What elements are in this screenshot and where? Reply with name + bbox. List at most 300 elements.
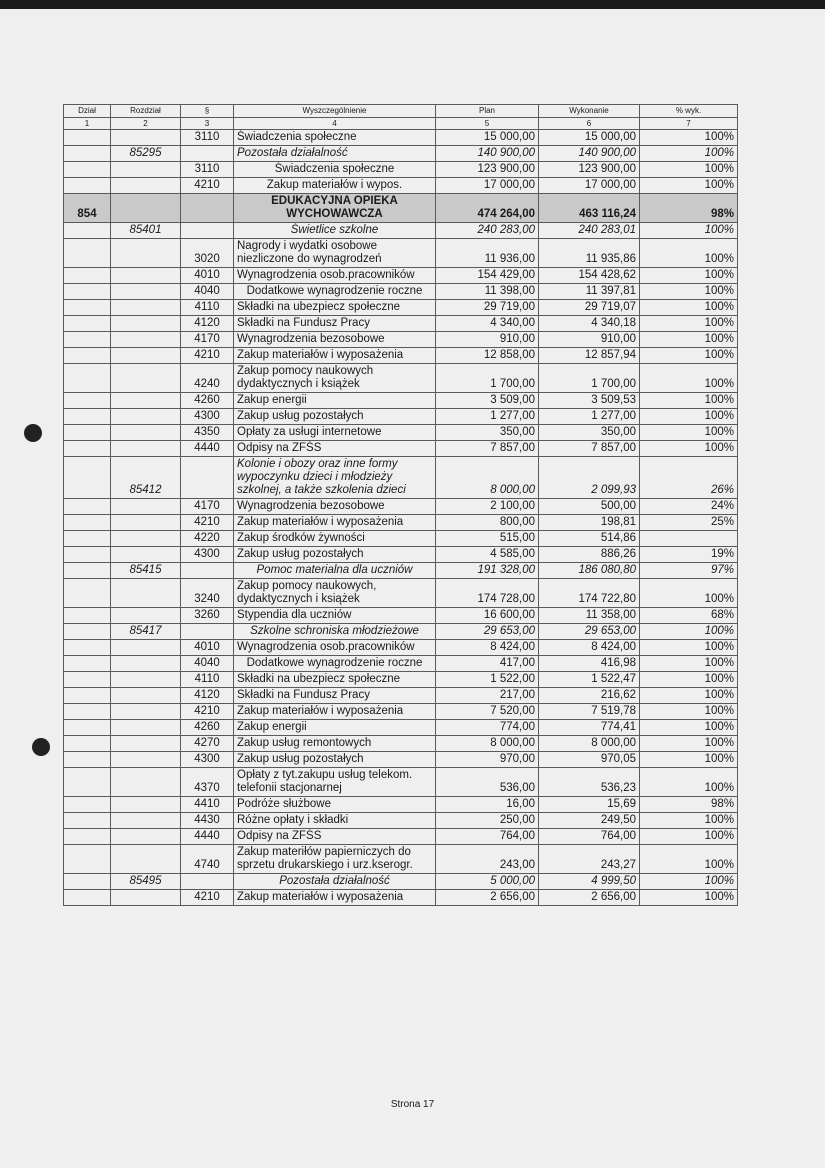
col-rozdzial: Rozdział <box>111 105 181 118</box>
description-cell: Świadczenia społeczne <box>234 162 436 178</box>
percent-value: 26% <box>640 457 738 499</box>
paragraf-cell: 4110 <box>181 672 234 688</box>
paragraf-cell <box>181 874 234 890</box>
percent-value: 68% <box>640 608 738 624</box>
plan-value: 970,00 <box>436 752 539 768</box>
table-row <box>64 845 738 874</box>
percent-value: 100% <box>640 223 738 239</box>
plan-value: 1 277,00 <box>436 409 539 425</box>
dzial-cell <box>64 284 111 300</box>
wykonanie-value: 2 099,93 <box>539 457 640 499</box>
plan-value: 243,00 <box>436 845 539 874</box>
wykonanie-value: 514,86 <box>539 531 640 547</box>
rozdzial-cell <box>111 393 181 409</box>
wykonanie-value: 240 283,01 <box>539 223 640 239</box>
plan-value: 5 000,00 <box>436 874 539 890</box>
percent-value: 100% <box>640 640 738 656</box>
table-row <box>64 547 738 563</box>
dzial-cell <box>64 393 111 409</box>
rozdzial-cell <box>111 688 181 704</box>
percent-value: 100% <box>640 768 738 797</box>
percent-value: 100% <box>640 146 738 162</box>
table-row <box>64 688 738 704</box>
wykonanie-value: 198,81 <box>539 515 640 531</box>
description-cell: Zakup materiłów papierniczych do sprzetu drukarskiego i urz.kserogr. <box>234 845 436 874</box>
plan-value: 240 283,00 <box>436 223 539 239</box>
percent-value: 100% <box>640 704 738 720</box>
rozdzial-cell <box>111 178 181 194</box>
plan-value: 515,00 <box>436 531 539 547</box>
rozdzial-cell: 85495 <box>111 874 181 890</box>
plan-value: 29 653,00 <box>436 624 539 640</box>
wykonanie-value: 29 719,07 <box>539 300 640 316</box>
dzial-cell <box>64 300 111 316</box>
paragraf-cell: 3110 <box>181 130 234 146</box>
col-number: 7 <box>640 118 738 130</box>
table-row <box>64 579 738 608</box>
table-row <box>64 656 738 672</box>
dzial-cell <box>64 146 111 162</box>
wykonanie-value: 500,00 <box>539 499 640 515</box>
plan-value: 15 000,00 <box>436 130 539 146</box>
description-cell: Składki na Fundusz Pracy <box>234 316 436 332</box>
description-cell: Zakup energii <box>234 393 436 409</box>
percent-value: 100% <box>640 130 738 146</box>
section-row <box>64 874 738 890</box>
dzial-cell <box>64 425 111 441</box>
section-row <box>64 457 738 499</box>
description-cell: Pozostała działalność <box>234 146 436 162</box>
wykonanie-value: 764,00 <box>539 829 640 845</box>
plan-value: 536,00 <box>436 768 539 797</box>
rozdzial-cell <box>111 515 181 531</box>
section-row <box>64 146 738 162</box>
percent-value: 100% <box>640 409 738 425</box>
plan-value: 191 328,00 <box>436 563 539 579</box>
paragraf-cell: 3110 <box>181 162 234 178</box>
rozdzial-cell: 85417 <box>111 624 181 640</box>
budget-page <box>63 104 737 906</box>
table-row <box>64 704 738 720</box>
plan-value: 17 000,00 <box>436 178 539 194</box>
dzial-cell <box>64 457 111 499</box>
col-description: Wyszczególnienie <box>234 105 436 118</box>
description-cell: Zakup środków żywności <box>234 531 436 547</box>
description-cell: Dodatkowe wynagrodzenie roczne <box>234 656 436 672</box>
wykonanie-value: 416,98 <box>539 656 640 672</box>
wykonanie-value: 1 277,00 <box>539 409 640 425</box>
rozdzial-cell <box>111 547 181 563</box>
col-number: 4 <box>234 118 436 130</box>
dzial-cell <box>64 656 111 672</box>
dzial-cell <box>64 845 111 874</box>
description-cell: Stypendia dla uczniów <box>234 608 436 624</box>
percent-value: 100% <box>640 316 738 332</box>
description-cell: Zakup materiałów i wypos. <box>234 178 436 194</box>
dzial-cell <box>64 409 111 425</box>
plan-value: 350,00 <box>436 425 539 441</box>
percent-value: 100% <box>640 624 738 640</box>
plan-value: 7 857,00 <box>436 441 539 457</box>
description-cell: Różne opłaty i składki <box>234 813 436 829</box>
rozdzial-cell <box>111 284 181 300</box>
paragraf-cell: 4210 <box>181 515 234 531</box>
table-row <box>64 813 738 829</box>
paragraf-cell <box>181 457 234 499</box>
col-percent: % wyk. <box>640 105 738 118</box>
paragraf-cell: 4300 <box>181 752 234 768</box>
plan-value: 3 509,00 <box>436 393 539 409</box>
plan-value: 154 429,00 <box>436 268 539 284</box>
description-cell: Kolonie i obozy oraz inne formy wypoczynku dzieci i młodzieży szkolnej, a także szkolenia dzieci <box>234 457 436 499</box>
wykonanie-value: 140 900,00 <box>539 146 640 162</box>
rozdzial-cell <box>111 348 181 364</box>
plan-value: 29 719,00 <box>436 300 539 316</box>
wykonanie-value: 970,05 <box>539 752 640 768</box>
plan-value: 123 900,00 <box>436 162 539 178</box>
description-cell: EDUKACYJNA OPIEKA WYCHOWAWCZA <box>234 194 436 223</box>
paragraf-cell <box>181 563 234 579</box>
plan-value: 250,00 <box>436 813 539 829</box>
rozdzial-cell <box>111 239 181 268</box>
col-paragraf: § <box>181 105 234 118</box>
dzial-cell <box>64 813 111 829</box>
table-row <box>64 608 738 624</box>
wykonanie-value: 8 000,00 <box>539 736 640 752</box>
wykonanie-value: 4 999,50 <box>539 874 640 890</box>
percent-value: 97% <box>640 563 738 579</box>
rozdzial-cell <box>111 316 181 332</box>
table-row <box>64 332 738 348</box>
paragraf-cell: 4040 <box>181 284 234 300</box>
rozdzial-cell <box>111 797 181 813</box>
wykonanie-value: 123 900,00 <box>539 162 640 178</box>
wykonanie-value: 216,62 <box>539 688 640 704</box>
table-row <box>64 829 738 845</box>
col-plan: Plan <box>436 105 539 118</box>
table-row <box>64 300 738 316</box>
col-number: 5 <box>436 118 539 130</box>
section-row <box>64 624 738 640</box>
rozdzial-cell <box>111 720 181 736</box>
wykonanie-value: 4 340,18 <box>539 316 640 332</box>
plan-value: 140 900,00 <box>436 146 539 162</box>
scan-top-edge <box>0 0 825 9</box>
dzial-cell <box>64 130 111 146</box>
table-row <box>64 672 738 688</box>
wykonanie-value: 886,26 <box>539 547 640 563</box>
col-number: 3 <box>181 118 234 130</box>
dzial-cell <box>64 640 111 656</box>
rozdzial-cell: 85401 <box>111 223 181 239</box>
table-row <box>64 316 738 332</box>
description-cell: Składki na ubezpiecz społeczne <box>234 672 436 688</box>
table-row <box>64 284 738 300</box>
table-row <box>64 890 738 906</box>
paragraf-cell: 4210 <box>181 178 234 194</box>
dzial-cell <box>64 268 111 284</box>
paragraf-cell: 3020 <box>181 239 234 268</box>
paragraf-cell: 4270 <box>181 736 234 752</box>
rozdzial-cell <box>111 608 181 624</box>
wykonanie-value: 910,00 <box>539 332 640 348</box>
percent-value: 100% <box>640 890 738 906</box>
plan-value: 417,00 <box>436 656 539 672</box>
rozdzial-cell <box>111 130 181 146</box>
percent-value: 100% <box>640 656 738 672</box>
percent-value: 100% <box>640 348 738 364</box>
dzial-cell: 854 <box>64 194 111 223</box>
table-row <box>64 515 738 531</box>
percent-value: 100% <box>640 162 738 178</box>
plan-value: 4 340,00 <box>436 316 539 332</box>
plan-value: 2 100,00 <box>436 499 539 515</box>
punch-hole <box>24 424 42 442</box>
rozdzial-cell <box>111 425 181 441</box>
paragraf-cell: 4410 <box>181 797 234 813</box>
wykonanie-value: 1 700,00 <box>539 364 640 393</box>
paragraf-cell: 4220 <box>181 531 234 547</box>
description-cell: Dodatkowe wynagrodzenie roczne <box>234 284 436 300</box>
dzial-cell <box>64 332 111 348</box>
department-row <box>64 194 738 223</box>
paragraf-cell: 4300 <box>181 547 234 563</box>
table-row <box>64 162 738 178</box>
table-row <box>64 768 738 797</box>
plan-value: 764,00 <box>436 829 539 845</box>
dzial-cell <box>64 688 111 704</box>
col-dzial: Dział <box>64 105 111 118</box>
description-cell: Wynagrodzenia osob.pracowników <box>234 640 436 656</box>
dzial-cell <box>64 223 111 239</box>
dzial-cell <box>64 672 111 688</box>
wykonanie-value: 11 935,86 <box>539 239 640 268</box>
wykonanie-value: 536,23 <box>539 768 640 797</box>
percent-value: 24% <box>640 499 738 515</box>
percent-value: 25% <box>640 515 738 531</box>
paragraf-cell <box>181 194 234 223</box>
plan-value: 774,00 <box>436 720 539 736</box>
percent-value: 100% <box>640 845 738 874</box>
description-cell: Nagrody i wydatki osobowe niezliczone do wynagrodzeń <box>234 239 436 268</box>
percent-value: 100% <box>640 239 738 268</box>
plan-value: 1 522,00 <box>436 672 539 688</box>
plan-value: 474 264,00 <box>436 194 539 223</box>
paragraf-cell <box>181 223 234 239</box>
rozdzial-cell <box>111 813 181 829</box>
paragraf-cell: 4430 <box>181 813 234 829</box>
percent-value: 100% <box>640 720 738 736</box>
dzial-cell <box>64 515 111 531</box>
plan-value: 11 398,00 <box>436 284 539 300</box>
table-row <box>64 348 738 364</box>
wykonanie-value: 7 857,00 <box>539 441 640 457</box>
dzial-cell <box>64 563 111 579</box>
section-row <box>64 563 738 579</box>
percent-value: 98% <box>640 797 738 813</box>
dzial-cell <box>64 441 111 457</box>
column-number-row <box>64 118 738 130</box>
percent-value: 98% <box>640 194 738 223</box>
plan-value: 11 936,00 <box>436 239 539 268</box>
percent-value: 100% <box>640 178 738 194</box>
table-row <box>64 499 738 515</box>
rozdzial-cell <box>111 845 181 874</box>
rozdzial-cell <box>111 194 181 223</box>
rozdzial-cell: 85295 <box>111 146 181 162</box>
dzial-cell <box>64 752 111 768</box>
table-row <box>64 531 738 547</box>
table-row <box>64 640 738 656</box>
table-row <box>64 409 738 425</box>
percent-value: 100% <box>640 752 738 768</box>
description-cell: Podróże służbowe <box>234 797 436 813</box>
paragraf-cell: 4440 <box>181 829 234 845</box>
wykonanie-value: 186 080,80 <box>539 563 640 579</box>
rozdzial-cell <box>111 829 181 845</box>
paragraf-cell: 4440 <box>181 441 234 457</box>
description-cell: Składki na Fundusz Pracy <box>234 688 436 704</box>
wykonanie-value: 774,41 <box>539 720 640 736</box>
col-number: 2 <box>111 118 181 130</box>
dzial-cell <box>64 531 111 547</box>
wykonanie-value: 29 653,00 <box>539 624 640 640</box>
percent-value: 100% <box>640 874 738 890</box>
percent-value: 100% <box>640 579 738 608</box>
percent-value: 100% <box>640 688 738 704</box>
col-number: 1 <box>64 118 111 130</box>
wykonanie-value: 3 509,53 <box>539 393 640 409</box>
rozdzial-cell <box>111 890 181 906</box>
dzial-cell <box>64 624 111 640</box>
description-cell: Odpisy na ZFŚS <box>234 441 436 457</box>
percent-value: 100% <box>640 425 738 441</box>
col-number: 6 <box>539 118 640 130</box>
dzial-cell <box>64 348 111 364</box>
paragraf-cell: 4170 <box>181 499 234 515</box>
rozdzial-cell <box>111 499 181 515</box>
wykonanie-value: 11 358,00 <box>539 608 640 624</box>
wykonanie-value: 17 000,00 <box>539 178 640 194</box>
wykonanie-value: 15,69 <box>539 797 640 813</box>
percent-value: 100% <box>640 332 738 348</box>
description-cell: Świetlice szkolne <box>234 223 436 239</box>
plan-value: 8 000,00 <box>436 736 539 752</box>
table-row <box>64 736 738 752</box>
dzial-cell <box>64 874 111 890</box>
plan-value: 174 728,00 <box>436 579 539 608</box>
paragraf-cell: 4210 <box>181 704 234 720</box>
rozdzial-cell <box>111 704 181 720</box>
description-cell: Opłaty za usługi internetowe <box>234 425 436 441</box>
rozdzial-cell <box>111 672 181 688</box>
paragraf-cell: 4260 <box>181 720 234 736</box>
col-wykonanie: Wykonanie <box>539 105 640 118</box>
paragraf-cell: 4300 <box>181 409 234 425</box>
percent-value <box>640 531 738 547</box>
plan-value: 217,00 <box>436 688 539 704</box>
wykonanie-value: 15 000,00 <box>539 130 640 146</box>
paragraf-cell: 3240 <box>181 579 234 608</box>
budget-table <box>63 104 738 906</box>
dzial-cell <box>64 364 111 393</box>
plan-value: 16 600,00 <box>436 608 539 624</box>
table-row <box>64 797 738 813</box>
paragraf-cell: 4210 <box>181 890 234 906</box>
rozdzial-cell <box>111 300 181 316</box>
rozdzial-cell <box>111 268 181 284</box>
rozdzial-cell <box>111 531 181 547</box>
description-cell: Zakup usług pozostałych <box>234 409 436 425</box>
table-row <box>64 364 738 393</box>
rozdzial-cell <box>111 752 181 768</box>
wykonanie-value: 243,27 <box>539 845 640 874</box>
description-cell: Wynagrodzenia bezosobowe <box>234 332 436 348</box>
paragraf-cell: 4740 <box>181 845 234 874</box>
paragraf-cell <box>181 624 234 640</box>
dzial-cell <box>64 704 111 720</box>
rozdzial-cell <box>111 409 181 425</box>
rozdzial-cell <box>111 332 181 348</box>
paragraf-cell: 4350 <box>181 425 234 441</box>
paragraf-cell: 4120 <box>181 688 234 704</box>
percent-value: 100% <box>640 364 738 393</box>
rozdzial-cell <box>111 640 181 656</box>
percent-value: 100% <box>640 672 738 688</box>
paragraf-cell: 4010 <box>181 640 234 656</box>
paragraf-cell: 4370 <box>181 768 234 797</box>
plan-value: 8 424,00 <box>436 640 539 656</box>
paragraf-cell: 4210 <box>181 348 234 364</box>
paragraf-cell: 4120 <box>181 316 234 332</box>
plan-value: 12 858,00 <box>436 348 539 364</box>
description-cell: Zakup materiałów i wyposażenia <box>234 890 436 906</box>
dzial-cell <box>64 499 111 515</box>
description-cell: Zakup usług pozostałych <box>234 547 436 563</box>
plan-value: 2 656,00 <box>436 890 539 906</box>
percent-value: 100% <box>640 300 738 316</box>
dzial-cell <box>64 579 111 608</box>
wykonanie-value: 350,00 <box>539 425 640 441</box>
description-cell: Opłaty z tyt.zakupu usług telekom. telefonii stacjonarnej <box>234 768 436 797</box>
percent-value: 100% <box>640 441 738 457</box>
plan-value: 7 520,00 <box>436 704 539 720</box>
table-row <box>64 441 738 457</box>
table-row <box>64 393 738 409</box>
dzial-cell <box>64 720 111 736</box>
plan-value: 800,00 <box>436 515 539 531</box>
plan-value: 8 000,00 <box>436 457 539 499</box>
dzial-cell <box>64 239 111 268</box>
wykonanie-value: 174 722,80 <box>539 579 640 608</box>
rozdzial-cell: 85412 <box>111 457 181 499</box>
plan-value: 910,00 <box>436 332 539 348</box>
rozdzial-cell <box>111 768 181 797</box>
percent-value: 100% <box>640 829 738 845</box>
table-row <box>64 720 738 736</box>
paragraf-cell: 4260 <box>181 393 234 409</box>
page-number: Strona 17 <box>390 1099 435 1110</box>
table-row <box>64 178 738 194</box>
plan-value: 4 585,00 <box>436 547 539 563</box>
plan-value: 16,00 <box>436 797 539 813</box>
description-cell: Zakup materiałów i wyposażenia <box>234 704 436 720</box>
rozdzial-cell <box>111 441 181 457</box>
dzial-cell <box>64 768 111 797</box>
dzial-cell <box>64 608 111 624</box>
header-row <box>64 105 738 118</box>
description-cell: Świadczenia społeczne <box>234 130 436 146</box>
